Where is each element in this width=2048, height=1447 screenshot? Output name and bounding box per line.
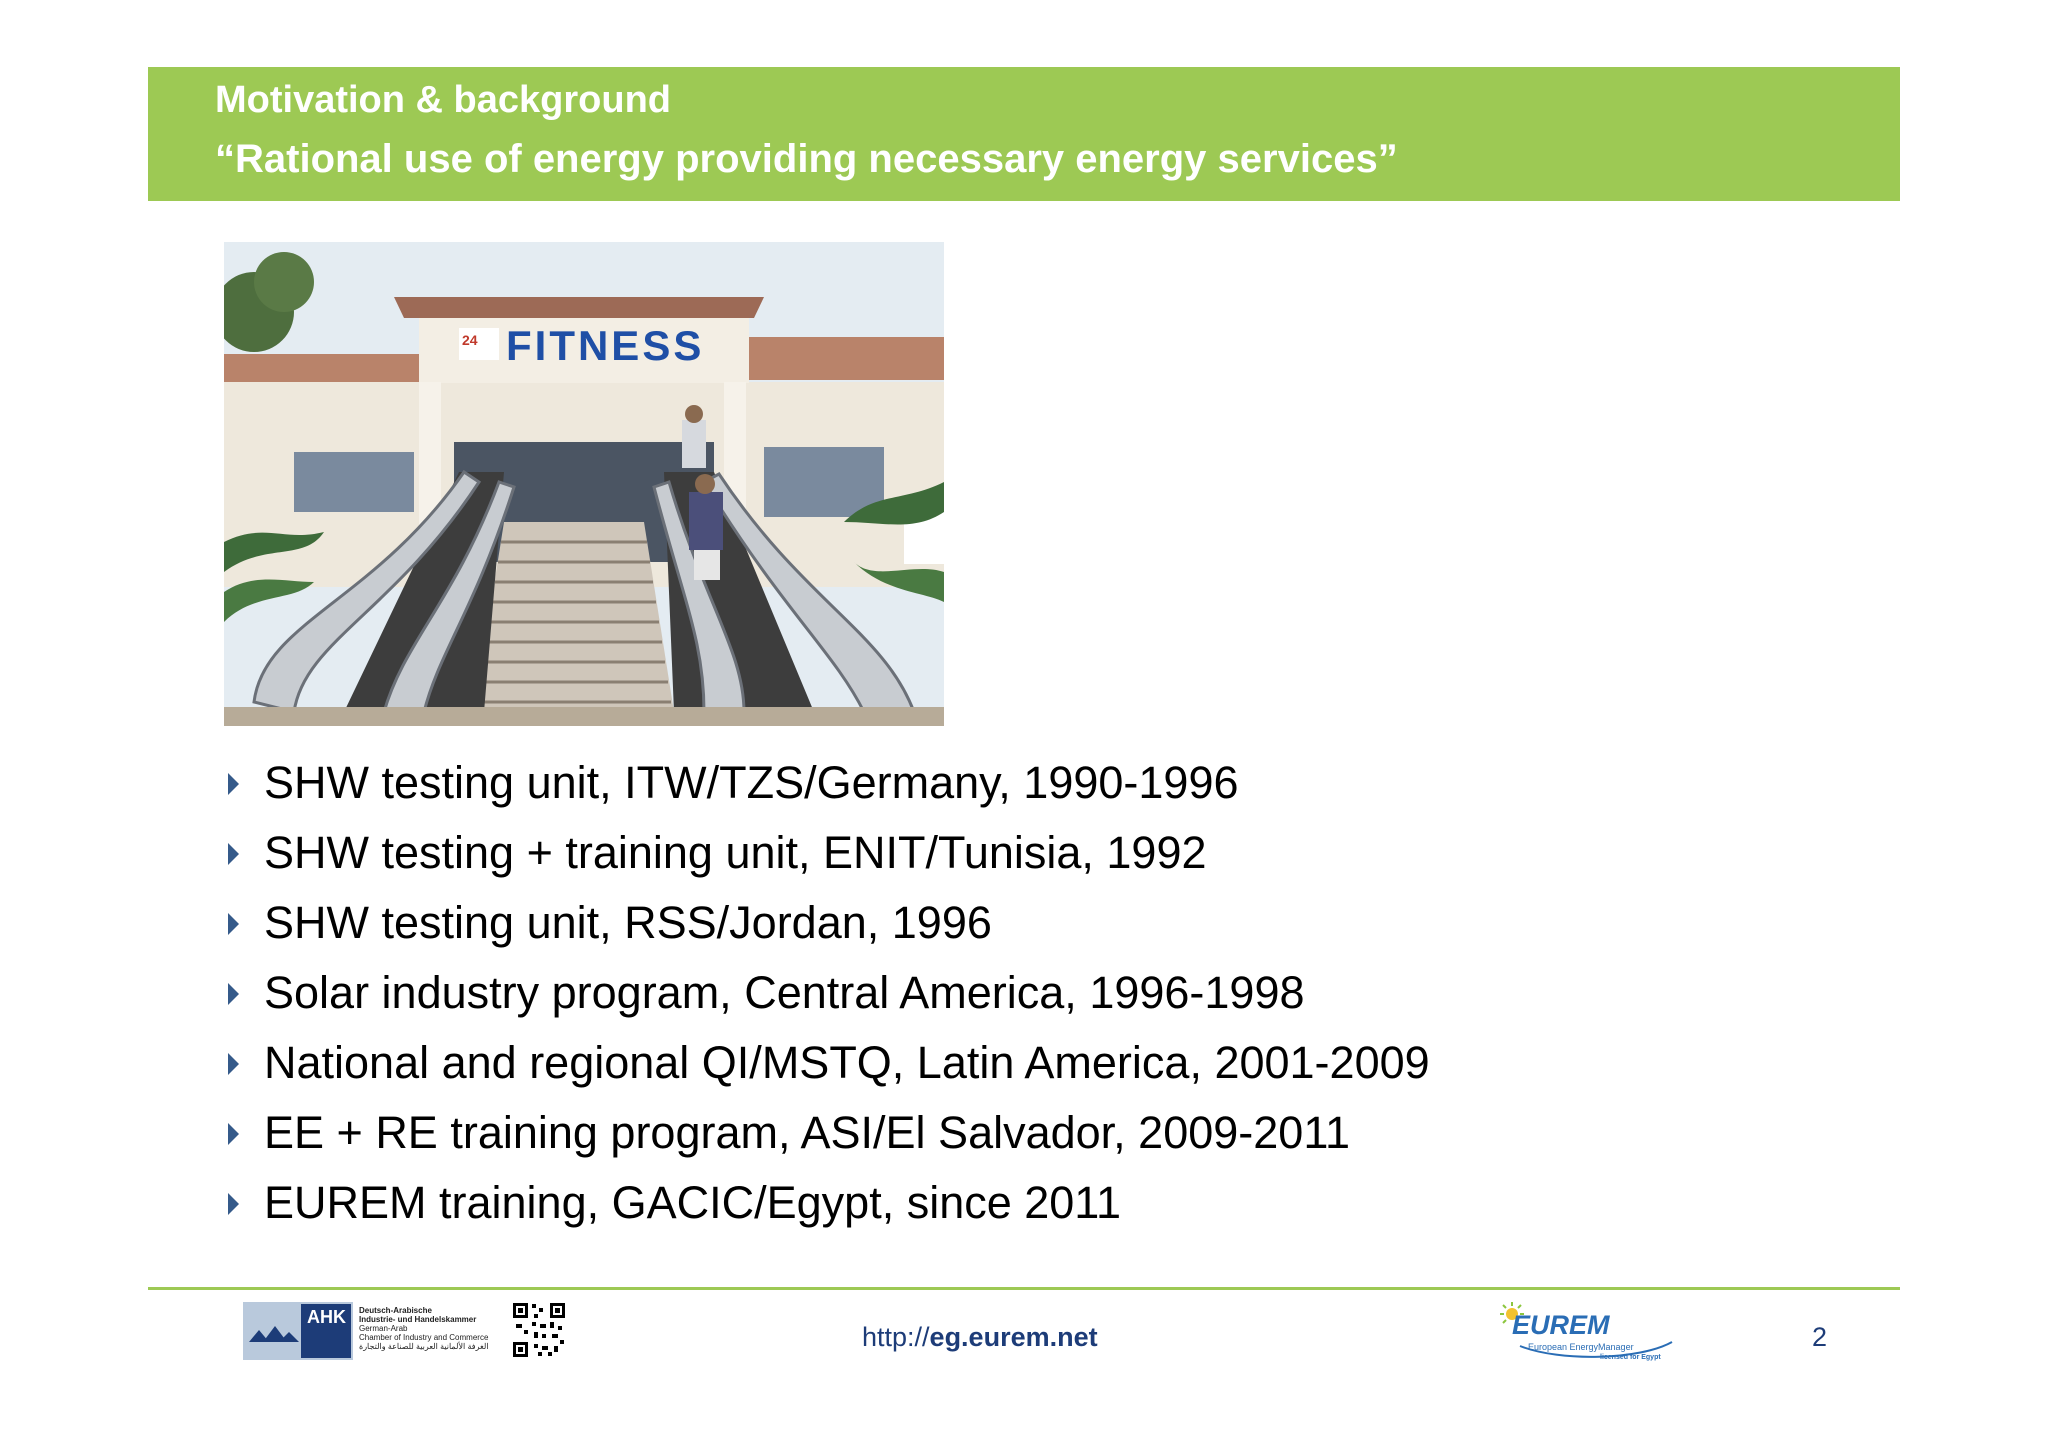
list-item: EUREM training, GACIC/Egypt, since 2011 <box>228 1168 1430 1238</box>
ahk-pyramids-icon <box>243 1302 353 1360</box>
ahk-badge: AHK <box>307 1307 346 1327</box>
bullet-triangle-icon <box>228 1053 239 1075</box>
list-item: SHW testing unit, RSS/Jordan, 1996 <box>228 888 1430 958</box>
qr-code-icon[interactable] <box>512 1302 566 1358</box>
slide-subtitle: “Rational use of energy providing necessary energy services” <box>215 137 1398 181</box>
list-item: National and regional QI/MSTQ, Latin America, 2001-2009 <box>228 1028 1430 1098</box>
bullet-triangle-icon <box>228 773 239 795</box>
bullet-triangle-icon <box>228 1193 239 1215</box>
bullet-triangle-icon <box>228 913 239 935</box>
bullet-triangle-icon <box>228 843 239 865</box>
list-item: Solar industry program, Central America, 1996-1998 <box>228 958 1430 1028</box>
page-number: 2 <box>1812 1322 1828 1352</box>
list-item: SHW testing + training unit, ENIT/Tunisia, 1992 <box>228 818 1430 888</box>
ahk-text: Deutsch-Arabische Industrie- und Handelskammer German-Arab Chamber of Industry and Commerce الغرفة الألمانية العربية للصناعة والتجارة <box>359 1306 489 1351</box>
list-item: SHW testing unit, ITW/TZS/Germany, 1990-1996 <box>228 748 1430 818</box>
bullet-triangle-icon <box>228 1123 239 1145</box>
bullet-triangle-icon <box>228 983 239 1005</box>
sign-fitness-text: FITNESS <box>506 322 705 369</box>
bullet-list <box>228 748 1430 1238</box>
ahk-logo <box>243 1302 493 1360</box>
eurem-logo: EUREM European EnergyManager licensed for Egypt <box>1500 1302 1680 1364</box>
slide-header <box>148 67 1900 201</box>
fitness-escalator-photo <box>224 242 944 726</box>
list-item: EE + RE training program, ASI/El Salvador, 2009-2011 <box>228 1098 1430 1168</box>
footer-divider <box>148 1287 1900 1290</box>
slide-title: Motivation & background <box>215 79 671 121</box>
website-link[interactable]: http://eg.eurem.net <box>862 1322 1098 1352</box>
sign-badge-text: 24 <box>462 332 478 348</box>
